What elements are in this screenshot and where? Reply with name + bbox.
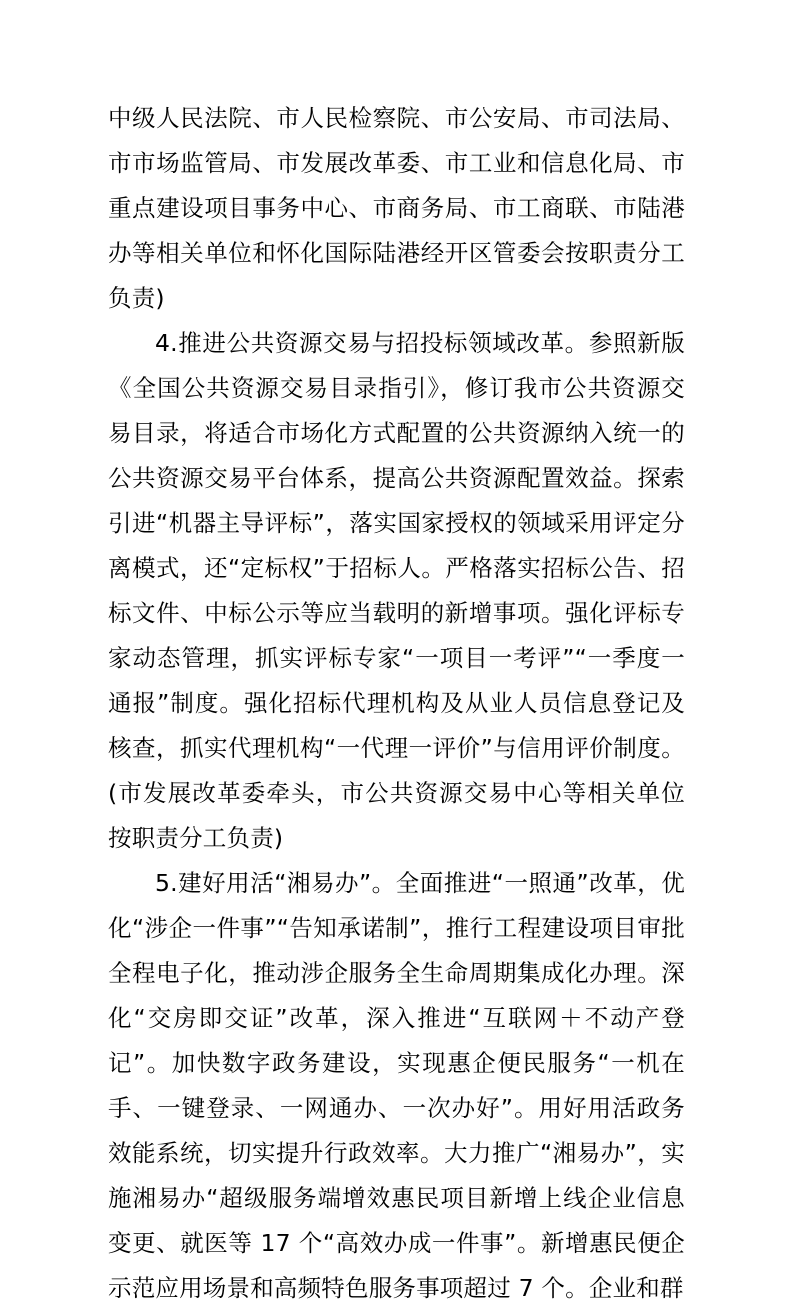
paragraph-continuation: 中级人民法院、市人民检察院、市公安局、市司法局、市市场监管局、市发展改革委、市工业和信息化局、市重点建设项目事务中心、市商务局、市工商联、市陆港办等相关单位和怀化国际陆港经开区管委会按职责分工负责)	[108, 104, 685, 312]
paragraph-item-4: 4.推进公共资源交易与招投标领域改革。参照新版《全国公共资源交易目录指引》，修订我市公共资源交易目录，将适合市场化方式配置的公共资源纳入统一的公共资源交易平台体系，提高公共资源配置效益。探索引进“机器主导评标”，落实国家授权的领域采用评定分离模式，还“定标权”于招标人。严格落实招标公告、招标文件、中标公示等应当载明的新增事项。强化评标专家动态管理，抓实评标专家“一项目一考评”“一季度一通报”制度。强化招标代理机构及从业人员信息登记及核查，抓实代理机构“一代理一评价”与信用评价制度。(市发展改革委牵头，市公共资源交易中心等相关单位按职责分工负责)	[108, 329, 685, 852]
paragraph-item-5: 5.建好用活“湘易办”。全面推进“一照通”改革，优化“涉企一件事”“告知承诺制”，推行工程建设项目审批全程电子化，推动涉企服务全生命周期集成化办理。深化“交房即交证”改革，深入推进“互联网＋不动产登记”。加快数字政务建设，实现惠企便民服务“一机在手、一键登录、一网通办、一次办好”。用好用活政务效能系统，切实提升行政效率。大力推广“湘易办”，实施湘易办“超级服务端增效惠民项目新增上线企业信息变更、就医等 17 个“高效办成一件事”。新增惠民便企示范应用场景和高频特色服务事项超过 7 个。企业和群	[108, 869, 685, 1302]
document-body	[108, 96, 685, 1311]
